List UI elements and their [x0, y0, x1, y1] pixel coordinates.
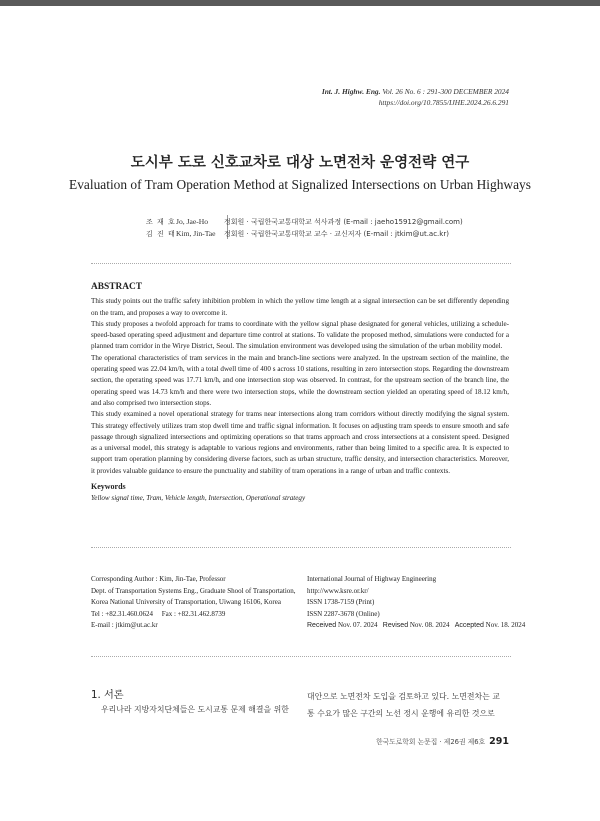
correspondence-email: E-mail : jtkim@ut.ac.kr	[91, 621, 158, 630]
revised-label: Revised	[382, 622, 409, 630]
author-name-en: Kim, Jin-Tae	[176, 229, 216, 238]
publication-line: ISSN 2287-3678 (Online)	[307, 609, 380, 618]
footer-journal: 한국도로학회 논문집 · 제26권 제6호	[376, 738, 486, 746]
journal-abbrev: Int. J. Highw. Eng.	[321, 87, 381, 96]
author-row	[146, 216, 463, 228]
title-korean: 도시부 도로 신호교차로 대상 노면전차 운영전략 연구	[130, 155, 470, 171]
journal-reference	[322, 86, 509, 108]
top-bar	[0, 0, 600, 6]
body-text-right	[307, 688, 521, 722]
body-line: 통 수요가 많은 구간의 노선 정시 운행에 유리한 것으로	[307, 709, 495, 718]
author-name-ko: 조 재 호	[146, 218, 176, 226]
received-label: Received	[307, 622, 337, 630]
abstract-paragraph: The operational characteristics of tram services in the main and branch-line sections were analyzed. In the upstream section of the mainline, the operating speed was 22.04 km/h, with a total dwell time of 400 s across 10 stations, resulting in zero intersection stops. Regarding the downstream section, the operating speed was 17.71 km/h, and one intersection stop was observed. In contrast, for the upstream section of the branch line, the operating speed was 14.73 km/h and there were two intersection stops, while the downstream section yielded an operating speed of 18.12 km/h, and also comprised two intersection stops.	[91, 353, 509, 407]
submission-dates	[307, 620, 525, 632]
section-title: 1. 서론	[91, 690, 124, 701]
author-name-ko: 김 진 태	[146, 230, 176, 238]
abstract-paragraph: This study proposes a twofold approach for trams to coordinate with the yellow signal phase designated for general vehicles, utilizing a schedule-speed-based operating speed adjustment and departure time control at stations. To validate the proposed method, simulations were conducted for a planned tram corridor in the Wirye District, Seoul. The simulation environment was developed using the simulation of the urban mobility model.	[91, 319, 509, 351]
abstract-heading: ABSTRACT	[91, 282, 143, 292]
publication-line: ISSN 1738-7159 (Print)	[307, 598, 375, 607]
correspondence-line: Corresponding Author : Kim, Jin-Tae, Professor	[91, 575, 226, 583]
publication-line: International Journal of Highway Engineering	[307, 575, 437, 583]
correspondence-line: Korea National University of Transportation, Uiwang 16106, Korea	[91, 598, 281, 607]
body-text-left: 우리나라 지방자치단체들은 도시교통 문제 해결을 위한	[101, 705, 289, 714]
keywords-list: Yellow signal time, Tram, Vehicle length, Intersection, Operational strategy	[91, 494, 306, 503]
journal-url[interactable]: http://www.ksre.or.kr/	[307, 586, 369, 595]
accepted-label: Accepted	[454, 622, 484, 630]
correspondence-line: Dept. of Transportation Systems Eng., Graduate Shool of Transportation,	[91, 586, 296, 595]
author-name-en: Jo, Jae-Ho	[176, 217, 209, 226]
page-number: 291	[489, 736, 509, 747]
author-block	[146, 216, 463, 240]
journal-issue: Vol. 26 No. 6 : 291-300 DECEMBER 2024	[382, 87, 509, 96]
publication-info	[307, 574, 525, 632]
title-english: Evaluation of Tram Operation Method at Signalized Intersections on Urban Highways	[69, 177, 531, 192]
divider	[91, 547, 511, 548]
body-line: 대안으로 노면전차 도입을 검토하고 있다. 노면전차는 교	[307, 692, 500, 701]
divider	[91, 263, 511, 264]
accepted-date: Nov. 18. 2024	[485, 621, 526, 630]
revised-date: Nov. 08. 2024	[409, 621, 450, 630]
author-affiliation: 정회원 · 국립한국교통대학교 교수 · 교신저자 (E-mail : jtkim@ut.ac.kr)	[224, 230, 449, 238]
author-affiliation: 정회원 · 국립한국교통대학교 석사과정 (E-mail : jaeho15912@gmail.com)	[224, 218, 463, 226]
divider	[91, 656, 511, 657]
received-date: Nov. 07. 2024	[337, 621, 378, 630]
keywords-heading: Keywords	[91, 482, 126, 492]
page-footer	[376, 736, 509, 747]
correspondence-info	[91, 574, 296, 632]
abstract-paragraph: This study examined a novel operational strategy for trams near intersections along tram corridors without directly modifying the signal system. This strategy effectively utilizes tram stop dwell time and traffic signal information. It focuses on adjusting tram speeds to ensure smooth and safe passage through signalized intersections and optimizing operations so that trams approach and cross intersections at a consistent speed. Designed as a universal model, this strategy is adaptable to various regions and environments, rather than being limited to a specific area. It is expected to support tram operation planning by considering diverse factors, such as urban structure, traffic density, and intersection characteristics. Moreover, it provides valuable guidance to ensure the punctuality and stability of tram operations in a range of urban and traffic contexts.	[91, 410, 509, 475]
doi-link[interactable]: https://doi.org/10.7855/IJHE.2024.26.6.291	[378, 98, 509, 107]
correspondence-line: Tel : +82.31.460.0624 Fax : +82.31.462.8739	[91, 609, 226, 618]
abstract-section	[91, 282, 509, 505]
abstract-paragraph: This study points out the traffic safety inhibition problem in which the yellow time length at a signal intersection can be set differently depending on the tram, and proposes a way to overcome it.	[91, 297, 509, 317]
author-row	[146, 228, 463, 240]
